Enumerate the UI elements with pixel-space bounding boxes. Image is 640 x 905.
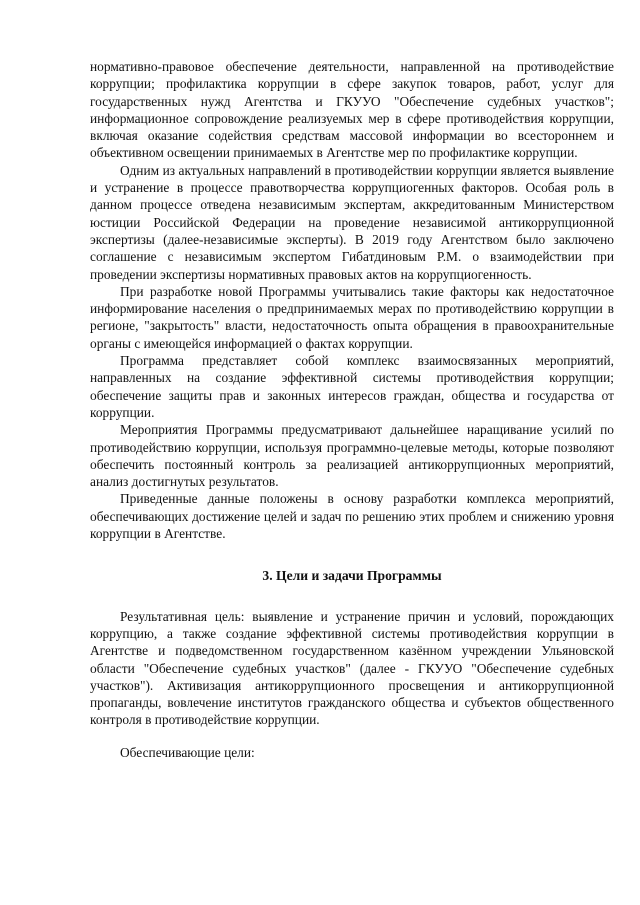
paragraph-program-measures: Мероприятия Программы предусматривают дальнейшее наращивание усилий по противодействию коррупции, используя программно-целевые методы, которые позволяют обеспечить постоянный контроль за реализацией антикоррупционных мероприятий, анализ достигнутых результатов. [90,422,614,490]
paragraph-program-complex: Программа представляет собой комплекс взаимосвязанных мероприятий, направленных на создание эффективной системы противодействия коррупции; обеспечение защиты прав и законных интересов граждан, общества и государства от коррупции. [90,353,614,420]
continued-paragraph: нормативно-правовое обеспечение деятельности, направленной на противодействие коррупции; профилактика коррупции в сфере закупок товаров, работ, услуг для государственных нужд Агентства и ГКУУО "Обеспечение судебных участков"; информационное сопровождение реализуемых мер в сфере противодействия коррупции, включая оказание содействия средствам массовой информации во всестороннем и объективном освещении принимаемых в Агентстве мер по профилактике коррупции. [90,59,614,161]
paragraph-program-factors: При разработке новой Программы учитывались такие факторы как недостаточное информирование населения о предпринимаемых мерах по противодействию коррупции в регионе, "закрытость" власти, недостаточность опыта обращения в правоохранительные органы с имеющейся информацией о фактах коррупции. [90,283,614,351]
paragraph-corruptogenic-factors: Одним из актуальных направлений в противодействии коррупции является выявление и устранение в процессе правотворчества коррупциогенных факторов. Особая роль в данном процессе отведена независимым экспертам, аккредитованным Министерством юстиции Российской Федерации на проведение независимой антикоррупционной экспертизы (далее-независимые эксперты). В 2019 году Агентством было заключено соглашение с независимым экспертом Гибатдиновым Р.М. о взаимодействии при проведении экспертизы нормативных правовых актов на коррупциогенность. [90,162,614,282]
paragraph-result-goal: Результативная цель: выявление и устранение причин и условий, порождающих коррупцию, а также создание эффективной системы противодействия коррупции в Агентстве и подведомственном государственном казённом учреждении Ульяновской области "Обеспечение судебных участков" (далее - ГКУУО "Обеспечение судебных участков"). Активизация антикоррупционного просвещения и антикоррупционной пропаганды, вовлечение институтов гражданского общества и субъектов общественного контроля в противодействие коррупции. [90,608,614,728]
paragraph-supporting-goals: Обеспечивающие цели: [120,744,255,760]
paragraph-data-basis: Приведенные данные положены в основу разработки комплекса мероприятий, обеспечивающих достижение целей и задач по решению этих проблем и снижению уровня коррупции в Агентстве. [90,491,614,542]
section-heading: 3. Цели и задачи Программы [262,568,442,584]
